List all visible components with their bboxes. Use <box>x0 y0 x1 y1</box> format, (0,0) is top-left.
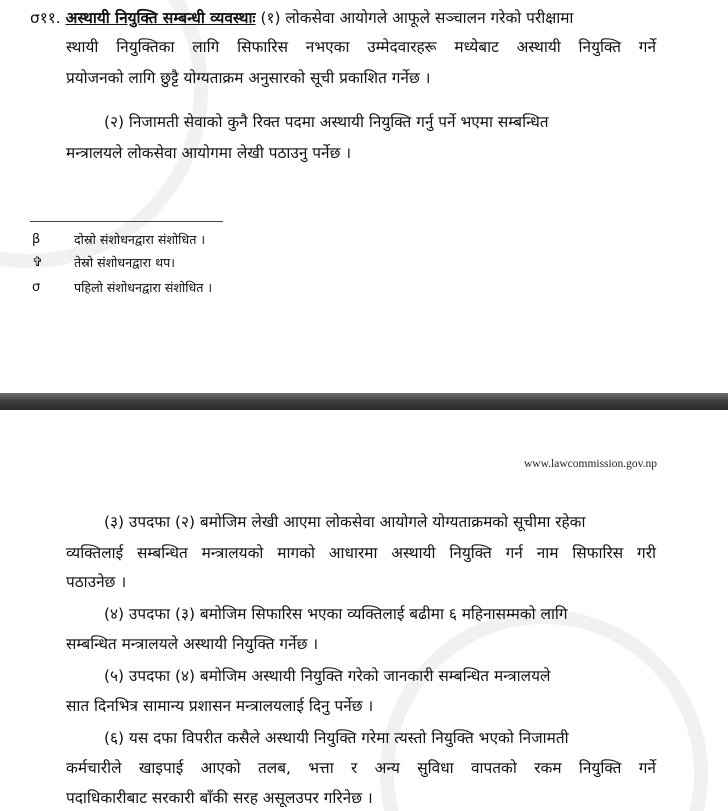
clause-6-line-2 <box>66 758 656 778</box>
word: नियुक्ति <box>449 544 492 562</box>
word: नियुक्तिका <box>116 38 175 56</box>
word: नियुक्ति <box>578 38 622 56</box>
word: सिफारिस <box>572 544 624 562</box>
clause-5-line-2: सात दिनभित्र सामान्य प्रशासन मन्त्रालयलाई दिनु पर्नेछ । <box>66 697 374 715</box>
word: नियुक्ति <box>578 759 622 777</box>
clause-6-line-3: पदाधिकारीबाट सरकारी बाँकी सरह असूलउपर गरिनेछ । <box>66 789 373 807</box>
clause-2-line-2: मन्त्रालयले लोकसेवा आयोगमा लेखी पठाउनु पर्नेछ । <box>66 144 352 162</box>
word: खाइपाई <box>138 759 184 777</box>
word: उम्मेदवारहरू <box>367 38 437 56</box>
clause-1-line-2 <box>66 37 656 57</box>
word: स्थायी <box>66 38 99 56</box>
word: लागि <box>192 38 220 56</box>
word: कर्मचारीले <box>66 759 122 777</box>
footnote-divider <box>30 221 223 222</box>
section-marker: σ११. <box>30 9 61 27</box>
word: सिफारिस <box>237 38 289 56</box>
word: भत्ता <box>308 759 334 777</box>
clause-3-line-1: (३) उपदफा (२) बमोजिम लेखी आएमा लोकसेवा आयोगले योग्यताक्रमको सूचीमा रहेका <box>104 513 586 531</box>
footnote-mark-3: σ <box>32 280 41 295</box>
clause-1-line-3: प्रयोजनको लागि छुट्टै योग्यताक्रम अनुसारको सूची प्रकाशित गर्नेछ । <box>66 69 431 87</box>
word: तलब, <box>258 759 291 777</box>
word: रकम <box>534 759 562 777</box>
word: अस्थायी <box>391 544 436 562</box>
clause-1-line-1: (१) लोकसेवा आयोगले आफूले सञ्चालन गरेको परीक्षामा <box>260 9 574 27</box>
word: सम्बन्धित <box>137 544 188 562</box>
section-heading-line <box>30 8 573 28</box>
word: सुविधा <box>417 759 454 777</box>
website-url: www.lawcommission.gov.np <box>524 458 657 470</box>
clause-5-line-1: (५) उपदफा (४) बमोजिम अस्थायी नियुक्ति गरेको जानकारी सम्बन्धित मन्त्रालयले <box>104 667 551 685</box>
word: गर्ने <box>638 38 656 56</box>
word: नाम <box>536 544 559 562</box>
clause-4-line-2: सम्बन्धित मन्त्रालयले अस्थायी नियुक्ति गर्नेछ । <box>66 635 319 653</box>
clause-4-line-1: (४) उपदफा (३) बमोजिम सिफारिस भएका व्यक्तिलाई बढीमा ६ महिनासम्मको लागि <box>104 605 568 623</box>
footnote-mark-2: ✞ <box>32 255 43 270</box>
footnote-text-3: पहिलो संशोधनद्वारा संशोधित । <box>74 280 213 295</box>
clause-2-line-1: (२) निजामती सेवाको कुनै रिक्त पदमा अस्थायी नियुक्ति गर्नु पर्ने भएमा सम्बन्धित <box>104 113 549 131</box>
word: मध्येबाट <box>454 38 499 56</box>
word: गर्ने <box>638 759 656 777</box>
page-separator <box>0 393 728 410</box>
footnote-mark-1: β <box>32 232 41 247</box>
clause-6-line-1: (६) यस दफा विपरीत कसैले अस्थायी नियुक्ति गरेमा त्यस्तो नियुक्ति भएको निजामती <box>104 729 569 747</box>
word: वापतको <box>471 759 517 777</box>
word: मन्त्रालयको <box>201 544 264 562</box>
word: नभएका <box>305 38 350 56</box>
word: गर्न <box>505 544 523 562</box>
word: आएको <box>200 759 241 777</box>
word: अन्य <box>374 759 400 777</box>
word: व्यक्तिलाई <box>66 544 124 562</box>
footnote-text-2: तेस्रो संशोधनद्वारा थप। <box>74 255 176 270</box>
document-page-1 <box>0 0 728 393</box>
word: गरी <box>637 544 656 562</box>
word: मागको <box>277 544 315 562</box>
word: अस्थायी <box>516 38 561 56</box>
word: आधारमा <box>328 544 378 562</box>
clause-3-line-2 <box>66 543 656 563</box>
watermark-seal <box>380 610 708 811</box>
word: र <box>351 759 358 777</box>
section-title: अस्थायी नियुक्ति सम्बन्धी व्यवस्थाः <box>65 9 256 27</box>
document-page-2 <box>0 410 728 811</box>
clause-3-line-3: पठाउनेछ । <box>66 573 127 591</box>
footnote-text-1: दोस्रो संशोधनद्वारा संशोधित । <box>74 232 206 247</box>
